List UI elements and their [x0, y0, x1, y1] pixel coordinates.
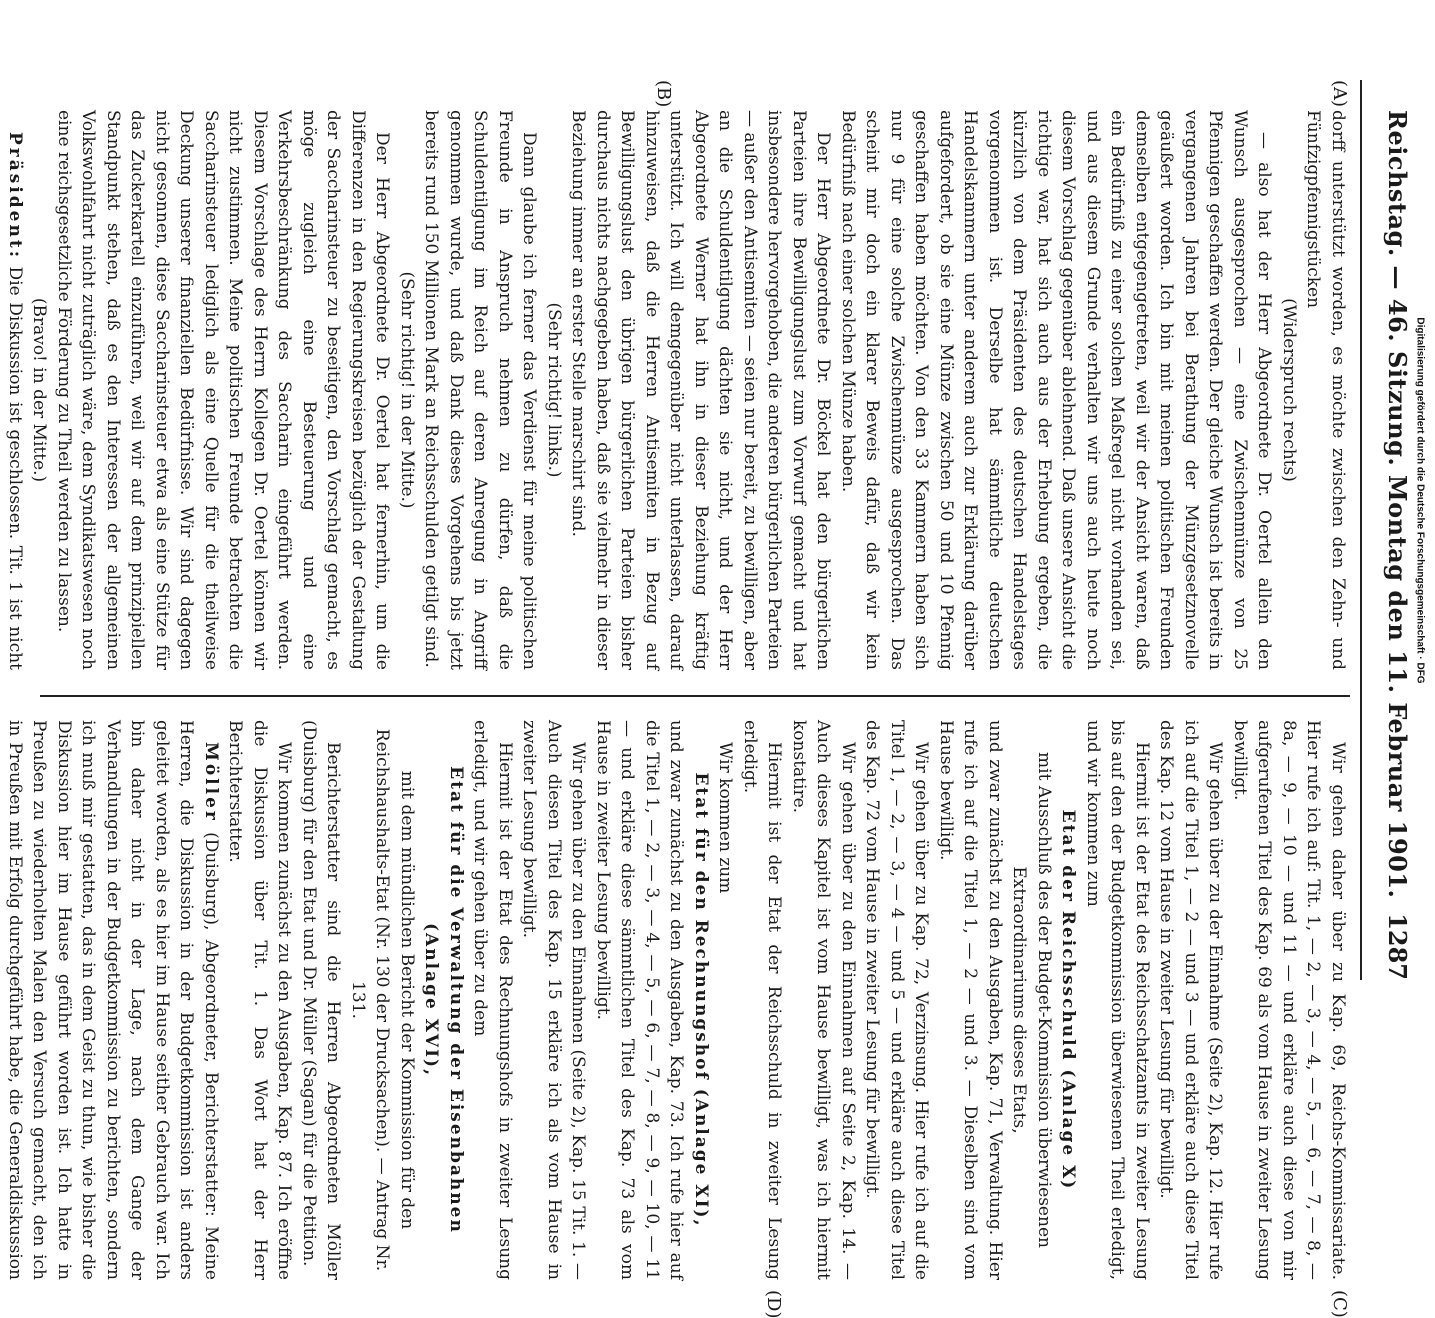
page-number: 1287 [1383, 913, 1412, 980]
right-column [5, 720, 1350, 1280]
paragraph: Wir gehen über zu den Einnahmen auf Seite 2, Kap. 14. — Auch dieses Kapitel ist vom Hause bewilligt, was ich hiermit konstatire. [789, 720, 858, 1280]
interjection: (Widerspruch rechts) [1279, 298, 1299, 482]
paragraph: Wir gehen über zu der Einnahme (Seite 2), Kap. 12. Hier rufe ich auf die Titel 1, — 2 — und 3 — und erkläre auch diese Titel des Kap. 12 vom Hause in zweiter Lesung für bewilligt. [1156, 720, 1226, 1280]
speaker-label: Möller [201, 742, 221, 823]
margin-marker-d: (D) [763, 1290, 784, 1318]
paragraph: Hiermit ist der Etat der Reichsschuld in zweiter Lesung erledigt. [740, 720, 785, 1280]
paragraph: Wir gehen über zu Kap. 72, Verzinsung. Hier rufe ich auf die Titel 1, — 2, — 3, — 4 — und 5 — und erkläre auch diese Titel des Kap. 72 vom Hause in zweiter Lesung für bewilligt. [862, 720, 932, 1280]
interjection: (Bravo! in der Mitte.) [29, 297, 50, 483]
paragraph [0, 110, 27, 670]
digitization-credit [1405, 0, 1435, 1000]
margin-marker-c: (C) [1329, 1290, 1350, 1318]
paragraph: Hiermit ist der Etat des Rechnungshofs in zweiter Lesung erledigt, und wir gehen über zu dem [470, 720, 515, 1280]
margin-marker-a: (A) [1329, 80, 1350, 108]
paragraph: und zwar zunächst zu den Ausgaben, Kap. 73. Ich rufe hier auf die Titel 1, — 2, — 3, — 4, — 5, — 6, — 7, — 8, — 9, — 10, — 11 — und erkläre diese sämmtlichen Titel des Kap. 73 als vom Hause in zweiter Lesung bewilligt. [593, 720, 687, 1280]
section-heading: Etat der Reichsschuld (Anlage X) [1058, 809, 1079, 1191]
speaker-text: (Duisburg), Abgeordneter, Berichterstatter: Meine Herren, die Diskussion in der Budgetkommission ist anders geleitet worden, als es hier im Hause seither Gebrauch war. Ich bin daher nicht in der Lage, nach dem Gange der Verhandlungen in der Budgetkommission zu berichten, sondern ich muß mir gestatten, das in dem Geist zu thun, wie bisher die Diskussion hier im Hause geführt worden ist. Ich hatte in Preußen zu wiederholten Malen den Versuch gemacht, den ich in Preußen mit Erfolg durchgeführt habe, die Generaldiskussion [5, 720, 221, 1280]
credit-text: Digitalisierung gefördert durch die Deutsche Forschungsgemeinschaft · DFG [1414, 316, 1426, 684]
paragraph: Der Herr Abgeordnete Dr. Böckel hat den bürgerlichen Parteien ihre Bewilligungslust zum Vorwurf gemacht und hat insbesondere hervorgehoben, die anderen bürgerlichen Parteien — außer den Antisemiten — seien nur bereit, zu bewilligen, aber an die Schuldentilgung dächten sie nicht, und der Herr Abgeordnete Werner hat ihn in dieser Beziehung kräftig unterstützt. Ich will demgegenüber nicht unterlassen, darauf hinzuweisen, daß die Herren Antisemiten in Bezug auf Bewilligungslust den übrigen bürgerlichen Parteien bisher durchaus nichts nachgegeben haben, daß sie vielmehr in dieser Beziehung immer an erster Stelle marschirt sind. [568, 110, 834, 670]
paragraph: und zwar zunächst zu den Ausgaben, Kap. 71, Verwaltung. Hier rufe ich auf die Titel 1, — 2 — und 3. — Dieselben sind vom Hause bewilligt. [936, 720, 1005, 1280]
paragraph: Wir kommen zunächst zu den Ausgaben, Kap. 87. Ich eröffne die Diskussion über Tit. 1. Das Wort hat der Herr Berichterstatter. [225, 720, 295, 1280]
speaker-text: Die Diskussion ist geschlossen. Tit. 1 ist nicht [5, 266, 25, 670]
paragraph: Dann glaube ich ferner das Verdienst für meine politischen Freunde in Anspruch nehmen zu dürfen, daß die Schuldentilgung im Reich auf deren Anregung in Angriff genommen wurde, und daß Dank dieses Vorgehens bis jetzt bereits rund 150 Millionen Mark an Reichsschulden getilgt sind. [421, 110, 540, 670]
paragraph: Hiermit ist der Etat des Reichsschatzamts in zweiter Lesung bis auf den der Budgetkommission überwiesenen Theil erledigt, und wir kommen zum [1083, 720, 1152, 1280]
section-heading: Etat für den Rechnungshof (Anlage XI), [691, 772, 711, 1228]
paragraph: Der Herr Abgeordnete Dr. Oertel hat fernerhin, um die Differenzen in den Regierungskreisen bezüglich der Gestaltung der Saccharinsteuer zu beseitigen, den Vorschlag gemacht, es möge zugleich eine Besteuerung und eine Verkehrsbeschränkung des Saccharin eingeführt werden. Diesem Vorschlage des Herrn Kollegen Dr. Oertel können wir nicht zustimmen. Meine politischen Freunde betrachten die Saccharinsteuer lediglich als eine Quelle für die theilweise Deckung unserer finanziellen Bedürfnisse. Wir sind dagegen nicht gesonnen, diese Saccharinsteuer etwa als eine Stütze für das Zuckerkartell einzuführen, weil wir auf dem prinzipiellen Standpunkt stehen, daß es den Interessen der allgemeinen Volkswohlfahrt nicht zuträglich wäre, dem Syndikatswesen noch eine reichsgesetzliche Förderung zu Theil werden zu lassen. [54, 110, 393, 670]
interjection: (Sehr richtig! links.) [544, 302, 564, 478]
paragraph: mit Ausschluß des der Budget-Kommission überwiesenen Extraordinariums dieses Etats, [1009, 752, 1054, 1248]
left-column [5, 110, 1350, 670]
paragraph: Wir kommen zum [715, 742, 736, 894]
paragraph: Wir gehen über zu den Einnahmen (Seite 2), Kap. 15 Tit. 1. — Auch diesen Titel des Kap. 15 erkläre ich als vom Hause in zweiter Lesung bewilligt. [519, 720, 589, 1280]
paragraph: Wir gehen daher über zu Kap. 69, Reichs-Kommissariate. Hier rufe ich auf: Tit. 1, — 2, — 3, — 4, — 5, — 6, — 7, — 8, — 8a, — 9, — 10 — und 11 — und erkläre auch diese von mir aufgerufenen Titel des Kap. 69 als vom Hause in zweiter Lesung bewilligt. [1230, 720, 1348, 1280]
header-rule [1360, 80, 1362, 980]
paragraph: Berichterstatter sind die Herren Abgeordneten Möller (Duisburg) für den Etat und Dr. Müller (Sagan) für die Petition. [299, 720, 344, 1280]
column-divider [40, 695, 1350, 697]
paragraph: dorff unterstützt worden, es möchte zwischen den Zehn- und Fünfzigpfennigstücken [1303, 110, 1348, 670]
paragraph: — also hat der Herr Abgeordnete Dr. Oertel allein den Wunsch ausgesprochen — eine Zwischenmünze von 25 Pfennigen geschaffen werden. Der gleiche Wunsch ist bereits in vergangenen Jahren bei Berathung der Münzgesetznovelle geäußert worden. Ich bin mit meinen politischen Freunden demselben entgegengetreten, weil wir der Ansicht waren, daß ein Bedürfniß zu einer solchen Maßregel nicht vorhanden sei, und aus diesem Grunde verhalten wir uns auch heute noch diesem Vorschlag gegenüber ablehnend. Daß unsere Ansicht die richtige war, hat sich auch aus der Erhebung ergeben, die kürzlich von dem Präsidenten des deutschen Handelstages vorgenommen ist. Derselbe hat sämmtliche deutschen Handelskammern unter anderem auch zur Erklärung darüber aufgefordert, ob sie eine Münze zwischen 50 und 10 Pfennig geschaffen haben möchten. Von den 33 Kammern haben sich nur 9 für eine solche Zwischenmünze ausgesprochen. Das scheint mir doch ein klarer Beweis dafür, daß wir kein Bedürfniß nach einer solchen Münze haben. [838, 110, 1275, 670]
margin-marker-b: (B) [653, 80, 674, 108]
page-header-title: Reichstag. — 46. Sitzung. Montag den 11. Februar 1901. [1383, 110, 1412, 899]
paragraph: mit dem mündlichen Bericht der Kommission für den Reichshaushalts-Etat (Nr. 130 der Drucksachen). — Antrag Nr. 131. [348, 728, 417, 1272]
paragraph [0, 720, 223, 1280]
speaker-label: Präsident: [5, 132, 25, 260]
section-heading: Etat für die Verwaltung der Eisenbahnen (Anlage XVI), [421, 766, 466, 1234]
interjection: (Sehr richtig! in der Mitte.) [397, 271, 417, 509]
